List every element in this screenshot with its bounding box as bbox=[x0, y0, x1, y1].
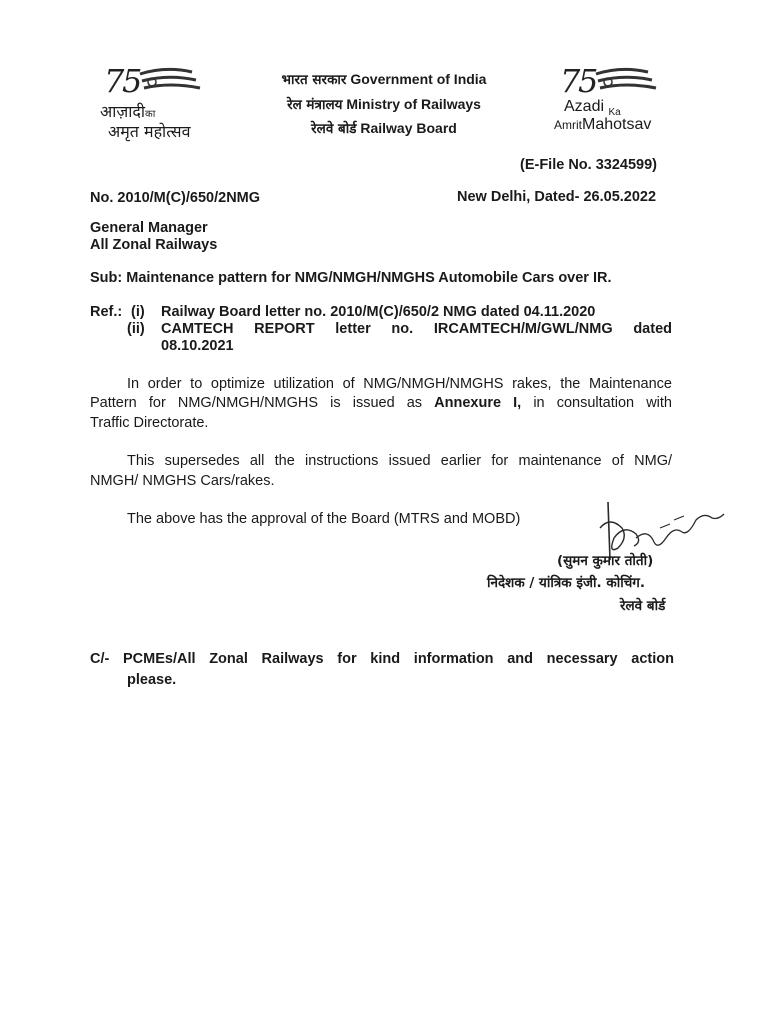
para-1-line-2: Pattern for NMG/NMGH/NMGHS is issued as Annexure I, in consultation with bbox=[90, 395, 672, 411]
para-1-line-3: Traffic Directorate. bbox=[90, 415, 209, 431]
header-line-1: भारत सरकार Government of India bbox=[281, 71, 487, 88]
copy-to-line-2: please. bbox=[127, 672, 177, 688]
reference-1-text: Railway Board letter no. 2010/M(C)/650/2 NMG dated 04.11.2020 bbox=[161, 304, 596, 320]
svg-text:7: 7 bbox=[104, 62, 125, 100]
logo-left-line2: अमृत महोत्सव bbox=[108, 122, 191, 141]
logo-right-ka: Ka bbox=[608, 107, 621, 118]
annexure-reference: Annexure I, bbox=[434, 395, 522, 411]
svg-text:7: 7 bbox=[560, 62, 581, 100]
signatory-designation: निदेशक / यांत्रिक इंजी. कोचिंग. bbox=[487, 575, 646, 591]
azadi-ka-amrit-mahotsav-logo-english bbox=[550, 62, 690, 142]
logo-right-word1: Azadi bbox=[564, 98, 605, 115]
para-2-line-2: NMGH/ NMGHS Cars/rakes. bbox=[90, 473, 275, 489]
logo-right-amrit: Amrit bbox=[554, 118, 582, 132]
subject-line: Sub: Maintenance pattern for NMG/NMGH/NMGHS Automobile Cars over IR. bbox=[90, 270, 612, 286]
logo-75-flag-icon-right bbox=[550, 62, 680, 102]
references-label: Ref.: bbox=[90, 304, 123, 320]
svg-text:5: 5 bbox=[122, 62, 143, 100]
header-line-2: रेल मंत्रालय Ministry of Railways bbox=[287, 96, 481, 113]
reference-2-text-line-1: CAMTECH REPORT letter no. IRCAMTECH/M/GWL/NMG dated bbox=[161, 321, 672, 337]
reference-2-text-line-2: 08.10.2021 bbox=[161, 338, 234, 354]
para-3: The above has the approval of the Board (MTRS and MOBD) bbox=[127, 511, 521, 527]
letter-date: New Delhi, Dated- 26.05.2022 bbox=[457, 189, 657, 205]
addressee-line-1: General Manager bbox=[90, 220, 208, 236]
svg-text:5: 5 bbox=[578, 62, 599, 100]
logo-left-line1-small: का bbox=[145, 109, 156, 120]
addressee-line-2: All Zonal Railways bbox=[90, 237, 218, 253]
efile-number: (E-File No. 3324599) bbox=[520, 157, 657, 173]
signatory-office: रेलवे बोर्ड bbox=[620, 598, 666, 614]
copy-to-line-1: C/- PCMEs/All Zonal Railways for kind information and necessary action bbox=[90, 651, 674, 667]
para-2-line-1: This supersedes all the instructions issued earlier for maintenance of NMG/ bbox=[127, 453, 672, 469]
para-1-line-1: In order to optimize utilization of NMG/NMGH/NMGHS rakes, the Maintenance bbox=[127, 376, 672, 392]
signatory-name: (सुमन कुमार तोती) bbox=[557, 553, 654, 569]
reference-2-number: (ii) bbox=[127, 321, 145, 337]
logo-right-word2: Mahotsav bbox=[582, 116, 652, 133]
header-line-3: रेलवे बोर्ड Railway Board bbox=[311, 120, 457, 137]
letter-number: No. 2010/M(C)/650/2NMG bbox=[90, 190, 261, 206]
logo-left-line1: आज़ादी bbox=[100, 102, 146, 121]
reference-1-number: (i) bbox=[131, 304, 145, 320]
